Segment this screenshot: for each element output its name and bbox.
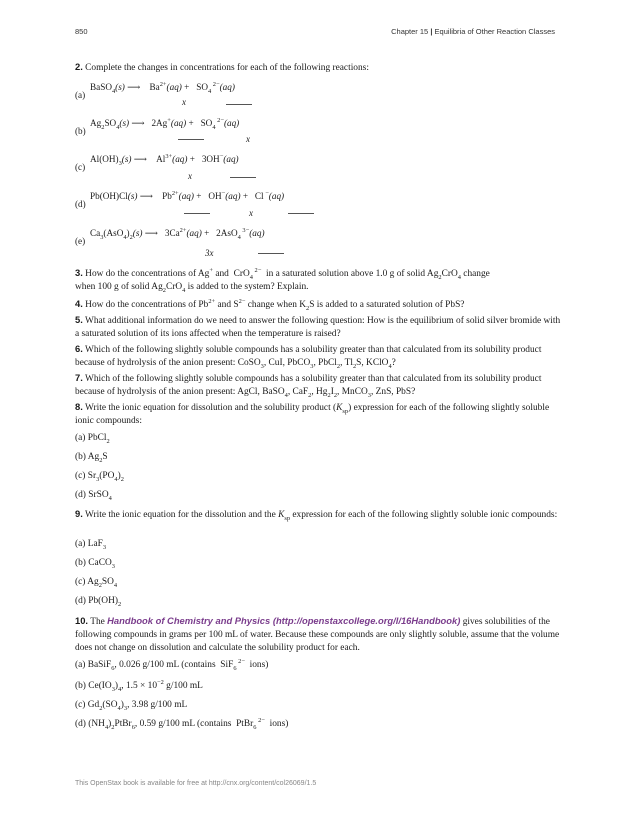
- q8-item-d: (d) SrSO$_4$: [75, 490, 112, 502]
- blank-oh[interactable]: [230, 177, 256, 178]
- q8-item-a: (a) PbCl$_2$: [75, 433, 110, 445]
- chapter-title: Equilibria of Other Reaction Classes: [434, 27, 555, 36]
- q10-item-d: (d) $(NH_4)_2PtBr_6$, 0.59 g/100 mL (contains PtBr$_6$ $^{2-}$ ions): [75, 716, 289, 731]
- footer-note: This OpenStax book is available for free at http://cnx.org/content/col26069/1.5: [75, 780, 317, 787]
- question-2: [75, 60, 565, 75]
- reaction-a: BaSO$_4$(s) ⟶ $Ba^{2+}(aq) + SO_4$ $^{2-}$(aq): [90, 80, 235, 95]
- reaction-d: Pb(OH)Cl(s) ⟶ $Pb^{2+}(aq) + OH^-(aq) + Cl$ −(aq): [90, 189, 285, 201]
- q9-item-a: (a) LaF$_3$: [75, 539, 107, 551]
- reaction-label-d: (d): [75, 199, 86, 209]
- reaction-label-a: (a): [75, 90, 86, 100]
- change-so4: x: [246, 134, 250, 144]
- page-number: 850: [75, 27, 88, 36]
- q10-item-a: (a) BaSiF$_6$, 0.026 g/100 mL (contains SiF$_6$ $^{2-}$ ions): [75, 657, 269, 672]
- running-header: [391, 27, 555, 36]
- reaction-label-c: (c): [75, 162, 86, 172]
- question-9: 9. Write the ionic equation for the dissolution and the $K_{sp}$ expression for each of the following slightly soluble ionic compounds:: [75, 508, 558, 522]
- q10-item-b: (b) $Ce(IO_3)_4$, $1.5 \times 10^{-2}$ g/100 mL: [75, 678, 203, 693]
- question-3: 3. How do the concentrations of Ag+ and CrO$_4$ $^{2-}$ in a saturated solution above 1.0 g of solid $Ag_2CrO_4$ change when 100 g of solid $Ag_2CrO_4$ is added to the system? Explain.: [75, 266, 490, 294]
- header-separator: |: [430, 27, 433, 36]
- chapter-label: Chapter 15: [391, 27, 429, 36]
- change-ba: x: [182, 97, 186, 107]
- change-ca: 3x: [205, 248, 214, 258]
- reaction-e: $Ca_3(AsO_4)_2(s)$ ⟶ $3Ca^{2+}(aq) + 2AsO_4$ $^{3-}$(aq): [90, 226, 265, 241]
- handbook-link[interactable]: Handbook of Chemistry and Physics (http://openstaxcollege.org/l/16Handbook): [107, 615, 461, 626]
- q8-item-c: (c) $Sr_3(PO_4)_2$: [75, 471, 124, 483]
- question-number: 2.: [75, 61, 83, 72]
- reaction-c: $Al(OH)_3(s)$ ⟶ $Al^{3+}(aq) + 3OH^-(aq)$: [90, 152, 239, 167]
- blank-ag[interactable]: [178, 139, 204, 140]
- change-oh: x: [249, 208, 253, 218]
- question-7: 7. Which of the following slightly soluble compounds has a solubility greater than that calculated from its solubility product because of hydrolysis of the anion present: AgCl, BaSO$_4$, CaF$_2$, $Hg_2I_2$, MnCO$_3$, ZnS, PbS?: [75, 372, 542, 399]
- q9-item-b: (b) CaCO$_3$: [75, 558, 115, 570]
- question-text: Complete the changes in concentrations for each of the following reactions:: [85, 63, 369, 73]
- reaction-b: $Ag_2SO_4(s)$ ⟶ $2Ag^+(aq) + SO_4$ $^{2-}$(aq): [90, 116, 240, 131]
- blank-cl[interactable]: [288, 213, 314, 214]
- q8-item-b: (b) $Ag_2S$: [75, 452, 108, 464]
- q9-item-c: (c) $Ag_2SO_4$: [75, 577, 118, 589]
- reaction-label-e: (e): [75, 236, 86, 246]
- q9-item-d: (d) $Pb(OH)_2$: [75, 596, 122, 608]
- blank-so4[interactable]: [226, 104, 252, 105]
- question-10: 10. The Handbook of Chemistry and Physics (http://openstaxcollege.org/l/16Handbook) gives solubilities of the following compounds in grams per 100 mL of water. Because these compounds are only slightly soluble, assume that the volume does not change on dissolution and calculate the solubility product for each.: [75, 615, 560, 653]
- question-4: 4. How do the concentrations of $Pb^{2+}$ and $S^{2-}$ change when $K_2S$ is added to a saturated solution of PbS?: [75, 297, 465, 312]
- question-5: 5. What additional information do we need to answer the following question: How is the equilibrium of solid silver bromide with a saturated solution of its ions affected when the temperature is raised?: [75, 314, 561, 339]
- blank-pb[interactable]: [184, 213, 210, 214]
- change-al: x: [188, 171, 192, 181]
- q10-item-c: (c) $Gd_2(SO_4)_3$, 3.98 g/100 mL: [75, 700, 188, 712]
- question-8: 8. Write the ionic equation for dissolution and the solubility product $(K_{sp})$ expression for each of the following slightly soluble ionic compounds:: [75, 401, 550, 426]
- reaction-label-b: (b): [75, 126, 86, 136]
- blank-aso4[interactable]: [258, 253, 284, 254]
- question-6: 6. Which of the following slightly soluble compounds has a solubility greater than that calculated from its solubility product because of hydrolysis of the anion present: CoSO$_3$, CuI, PbCO$_3$, PbCl$_2$, $Tl_2S$, KClO$_4$?: [75, 343, 542, 370]
